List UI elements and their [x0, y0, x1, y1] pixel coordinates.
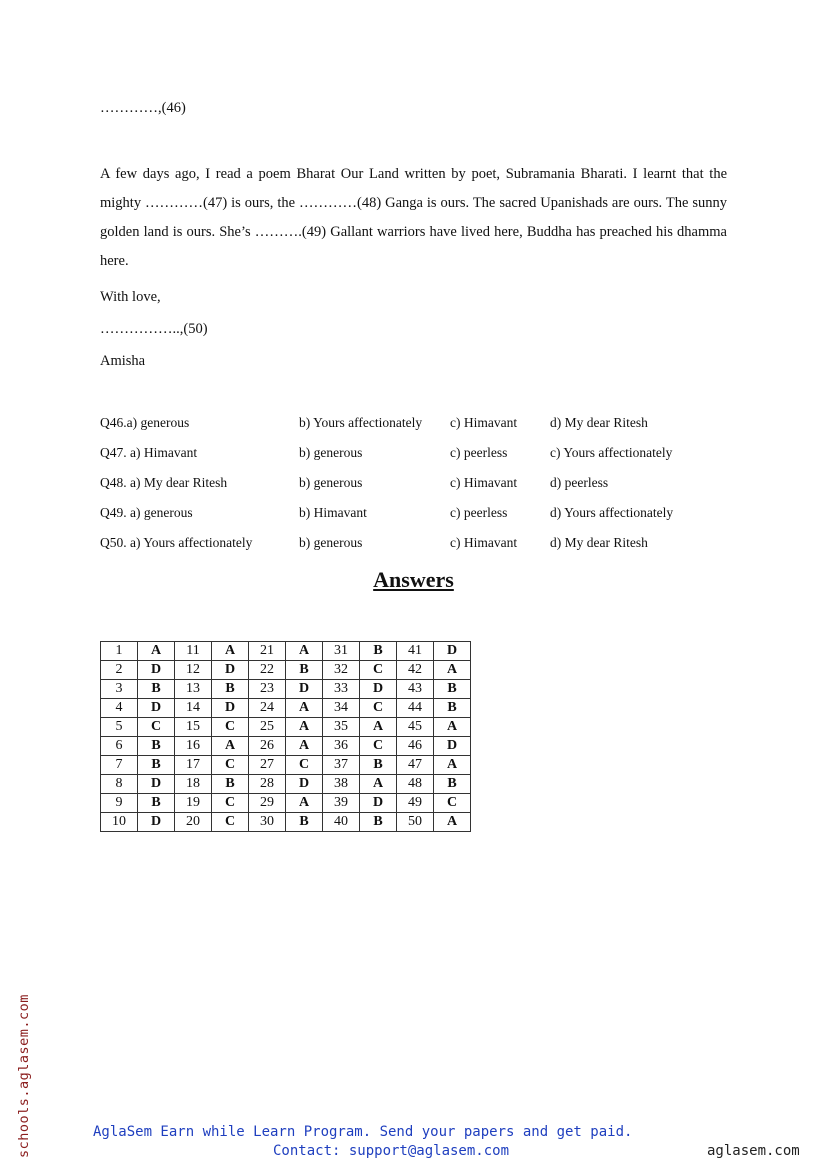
answer-letter-cell: D — [360, 680, 397, 699]
question-number-cell: 30 — [249, 813, 286, 832]
question-number-cell: 4 — [101, 699, 138, 718]
question-number-cell: 20 — [175, 813, 212, 832]
question-row-50 — [100, 531, 720, 561]
question-number-cell: 22 — [249, 661, 286, 680]
option-c: c) peerless — [450, 445, 508, 460]
question-number-cell: 43 — [397, 680, 434, 699]
answer-letter-cell: B — [360, 642, 397, 661]
option-d: d) My dear Ritesh — [550, 535, 648, 550]
footer-brand-link[interactable]: aglasem.com — [707, 1143, 800, 1159]
question-number-cell: 6 — [101, 737, 138, 756]
answer-key-row — [101, 737, 471, 756]
question-number-cell: 46 — [397, 737, 434, 756]
question-number-cell: 50 — [397, 813, 434, 832]
question-number-cell: 45 — [397, 718, 434, 737]
answers-heading: Answers — [373, 567, 454, 592]
question-number-cell: 27 — [249, 756, 286, 775]
option-c: c) Himavant — [450, 475, 518, 490]
question-number-cell: 42 — [397, 661, 434, 680]
question-number-cell: 33 — [323, 680, 360, 699]
answer-letter-cell: A — [286, 642, 323, 661]
side-watermark-url[interactable]: schools.aglasem.com — [16, 994, 32, 1158]
answer-letter-cell: D — [286, 775, 323, 794]
answer-key-row — [101, 699, 471, 718]
question-number-cell: 39 — [323, 794, 360, 813]
question-number-cell: 5 — [101, 718, 138, 737]
question-number-cell: 2 — [101, 661, 138, 680]
question-number-cell: 3 — [101, 680, 138, 699]
answer-letter-cell: C — [212, 756, 249, 775]
answer-letter-cell: C — [212, 794, 249, 813]
option-c: c) Himavant — [450, 535, 518, 550]
answer-letter-cell: A — [286, 718, 323, 737]
answer-letter-cell: A — [434, 661, 471, 680]
question-number-cell: 16 — [175, 737, 212, 756]
answer-letter-cell: A — [286, 699, 323, 718]
option-a: Q48. a) My dear Ritesh — [100, 475, 228, 490]
option-a: Q50. a) Yours affectionately — [100, 535, 253, 550]
answer-key-row — [101, 680, 471, 699]
question-number-cell: 21 — [249, 642, 286, 661]
question-number-cell: 28 — [249, 775, 286, 794]
question-number-cell: 44 — [397, 699, 434, 718]
answer-letter-cell: C — [360, 737, 397, 756]
answer-letter-cell: A — [212, 737, 249, 756]
closing-with-love: With love, — [100, 289, 161, 305]
answer-letter-cell: A — [212, 642, 249, 661]
question-number-cell: 17 — [175, 756, 212, 775]
question-row-48 — [100, 471, 720, 501]
answer-key-row — [101, 775, 471, 794]
answer-letter-cell: D — [434, 737, 471, 756]
question-number-cell: 15 — [175, 718, 212, 737]
question-number-cell: 49 — [397, 794, 434, 813]
question-number-cell: 1 — [101, 642, 138, 661]
question-number-cell: 47 — [397, 756, 434, 775]
question-number-cell: 36 — [323, 737, 360, 756]
answer-letter-cell: B — [360, 756, 397, 775]
answer-letter-cell: C — [360, 699, 397, 718]
answer-letter-cell: B — [212, 775, 249, 794]
answer-letter-cell: C — [360, 661, 397, 680]
question-number-cell: 7 — [101, 756, 138, 775]
option-b: b) Yours affectionately — [299, 415, 423, 430]
question-row-47 — [100, 441, 720, 471]
question-number-cell: 13 — [175, 680, 212, 699]
answer-letter-cell: C — [212, 813, 249, 832]
answer-letter-cell: A — [434, 718, 471, 737]
question-number-cell: 26 — [249, 737, 286, 756]
question-number-cell: 29 — [249, 794, 286, 813]
answer-key-row — [101, 794, 471, 813]
option-c: c) peerless — [450, 505, 508, 520]
option-b: b) generous — [299, 475, 363, 490]
answer-letter-cell: D — [434, 642, 471, 661]
answer-letter-cell: A — [286, 794, 323, 813]
question-number-cell: 9 — [101, 794, 138, 813]
question-number-cell: 24 — [249, 699, 286, 718]
answer-letter-cell: B — [212, 680, 249, 699]
question-number-cell: 8 — [101, 775, 138, 794]
answer-key-row — [101, 642, 471, 661]
option-b: b) generous — [299, 445, 363, 460]
option-c: c) Himavant — [450, 415, 518, 430]
question-row-46 — [100, 411, 720, 441]
question-number-cell: 12 — [175, 661, 212, 680]
answer-letter-cell: B — [138, 756, 175, 775]
answer-letter-cell: D — [138, 661, 175, 680]
question-number-cell: 31 — [323, 642, 360, 661]
question-number-cell: 23 — [249, 680, 286, 699]
question-number-cell: 41 — [397, 642, 434, 661]
footer-promo-text: AglaSem Earn while Learn Program. Send your papers and get paid. — [93, 1124, 633, 1140]
answer-letter-cell: A — [434, 813, 471, 832]
blank-46: …………,(46) — [100, 100, 186, 116]
answer-letter-cell: A — [138, 642, 175, 661]
answer-letter-cell: B — [138, 794, 175, 813]
answer-letter-cell: B — [138, 680, 175, 699]
footer-contact-text[interactable]: Contact: support@aglasem.com — [273, 1143, 510, 1159]
answer-letter-cell: B — [286, 813, 323, 832]
question-options — [100, 411, 720, 561]
option-a: Q47. a) Himavant — [100, 445, 198, 460]
answer-letter-cell: C — [434, 794, 471, 813]
answer-letter-cell: B — [138, 737, 175, 756]
closing-signature: Amisha — [100, 353, 146, 369]
question-number-cell: 18 — [175, 775, 212, 794]
option-d: d) My dear Ritesh — [550, 415, 648, 430]
question-number-cell: 14 — [175, 699, 212, 718]
answer-letter-cell: D — [212, 661, 249, 680]
question-row-49 — [100, 501, 720, 531]
option-b: b) Himavant — [299, 505, 367, 520]
answer-letter-cell: D — [360, 794, 397, 813]
question-number-cell: 25 — [249, 718, 286, 737]
answer-letter-cell: C — [138, 718, 175, 737]
answer-letter-cell: A — [360, 718, 397, 737]
passage-paragraph: A few days ago, I read a poem Bharat Our Land written by poet, Subramania Bharati. I learnt that the mighty …………(47) is ours, the …………(48) Ganga is ours. The sacred Upanishads are ours. The sunny golden land is ours. She’s ……….(49) Gallant warriors have lived here, Buddha has preached his dhamma here. — [100, 166, 727, 269]
answer-letter-cell: B — [434, 699, 471, 718]
answer-key-table — [100, 641, 471, 832]
answer-letter-cell: A — [360, 775, 397, 794]
option-d: c) Yours affectionately — [550, 445, 673, 460]
option-a: Q46.a) generous — [100, 415, 190, 430]
answer-letter-cell: D — [212, 699, 249, 718]
question-number-cell: 11 — [175, 642, 212, 661]
answer-letter-cell: D — [138, 813, 175, 832]
answer-key-body — [101, 642, 471, 832]
answer-key-row — [101, 813, 471, 832]
question-number-cell: 35 — [323, 718, 360, 737]
option-d: d) peerless — [550, 475, 609, 490]
answer-letter-cell: C — [212, 718, 249, 737]
question-number-cell: 32 — [323, 661, 360, 680]
answer-letter-cell: B — [286, 661, 323, 680]
closing-blank-50: ……………..,(50) — [100, 321, 208, 337]
answer-letter-cell: A — [434, 756, 471, 775]
option-a: Q49. a) generous — [100, 505, 193, 520]
question-number-cell: 48 — [397, 775, 434, 794]
question-number-cell: 37 — [323, 756, 360, 775]
answer-letter-cell: A — [286, 737, 323, 756]
answer-letter-cell: D — [138, 699, 175, 718]
answer-letter-cell: B — [434, 680, 471, 699]
question-number-cell: 34 — [323, 699, 360, 718]
option-b: b) generous — [299, 535, 363, 550]
answer-letter-cell: B — [434, 775, 471, 794]
answer-letter-cell: D — [286, 680, 323, 699]
answer-key-row — [101, 718, 471, 737]
question-number-cell: 10 — [101, 813, 138, 832]
answer-letter-cell: D — [138, 775, 175, 794]
answer-key-row — [101, 661, 471, 680]
answer-letter-cell: B — [360, 813, 397, 832]
question-number-cell: 38 — [323, 775, 360, 794]
question-number-cell: 19 — [175, 794, 212, 813]
question-number-cell: 40 — [323, 813, 360, 832]
option-d: d) Yours affectionately — [550, 505, 674, 520]
answer-key-row — [101, 756, 471, 775]
answer-letter-cell: C — [286, 756, 323, 775]
